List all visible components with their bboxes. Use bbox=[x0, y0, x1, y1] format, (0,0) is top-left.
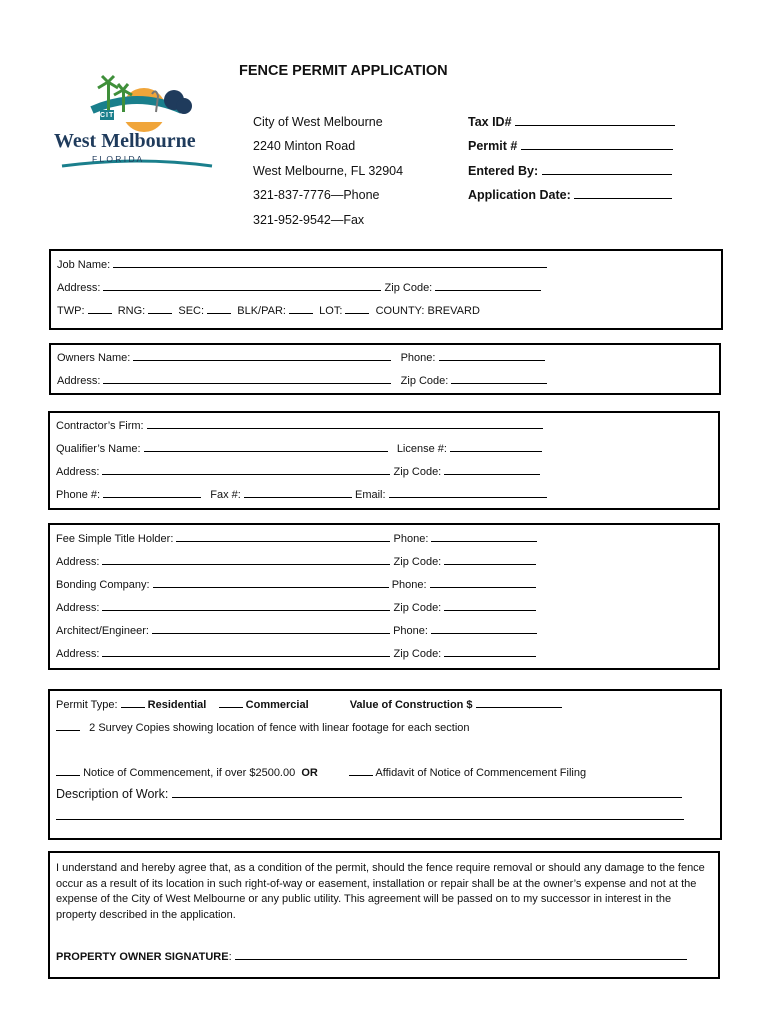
entered-by-label: Entered By: bbox=[468, 164, 539, 178]
logo-name: West Melbourne bbox=[54, 130, 196, 152]
contractor-zip-field[interactable] bbox=[444, 464, 540, 475]
bonding-company-field[interactable] bbox=[153, 577, 389, 588]
residential-checkbox[interactable] bbox=[121, 697, 145, 708]
bonding-zip-label: Zip Code: bbox=[393, 602, 442, 614]
notice-checkbox[interactable] bbox=[56, 765, 80, 776]
job-section bbox=[49, 249, 723, 330]
tax-id-field[interactable] bbox=[515, 115, 675, 126]
owner-name-label: Owners Name: bbox=[57, 352, 131, 364]
or-label: OR bbox=[301, 767, 318, 779]
job-address-field[interactable] bbox=[103, 280, 381, 291]
owner-section bbox=[49, 343, 721, 395]
value-of-construction-field[interactable] bbox=[476, 697, 562, 708]
permit-number-field[interactable] bbox=[521, 139, 673, 150]
contractor-firm-field[interactable] bbox=[147, 418, 543, 429]
architect-phone-field[interactable] bbox=[431, 623, 537, 634]
permit-number-label: Permit # bbox=[468, 139, 518, 153]
permit-number-row bbox=[468, 139, 673, 153]
owner-phone-field[interactable] bbox=[439, 350, 545, 361]
logo-city-of: CITY OF bbox=[100, 112, 135, 119]
application-date-label: Application Date: bbox=[468, 188, 571, 202]
contractor-section bbox=[48, 411, 720, 510]
architect-address-label: Address: bbox=[56, 648, 100, 660]
city-logo bbox=[52, 70, 222, 180]
architect-field[interactable] bbox=[152, 623, 390, 634]
address-line-1: City of West Melbourne bbox=[253, 115, 383, 129]
architect-zip-field[interactable] bbox=[444, 646, 536, 657]
tax-id-label: Tax ID# bbox=[468, 115, 512, 129]
survey-checkbox[interactable] bbox=[56, 720, 80, 731]
sec-field[interactable] bbox=[207, 303, 231, 314]
owner-phone-label: Phone: bbox=[400, 352, 436, 364]
architect-label: Architect/Engineer: bbox=[56, 625, 149, 637]
fee-simple-phone-label: Phone: bbox=[393, 533, 429, 545]
description-field-1[interactable] bbox=[172, 787, 682, 798]
fee-simple-zip-label: Zip Code: bbox=[393, 556, 442, 568]
owner-zip-label: Zip Code: bbox=[400, 375, 449, 387]
affidavit-label: Affidavit of Notice of Commencement Filing bbox=[375, 767, 587, 779]
owner-address-label: Address: bbox=[57, 375, 101, 387]
notice-label: Notice of Commencement, if over $2500.00 bbox=[83, 767, 296, 779]
value-of-construction-label: Value of Construction $ bbox=[349, 699, 473, 711]
fax-line: 321-952-9542—Fax bbox=[253, 213, 365, 227]
signature-field[interactable] bbox=[235, 949, 687, 960]
fee-simple-field[interactable] bbox=[176, 531, 390, 542]
contractor-email-label: Email: bbox=[354, 489, 386, 501]
rng-label: RNG: bbox=[117, 305, 146, 317]
job-zip-label: Zip Code: bbox=[384, 282, 433, 294]
county-label: COUNTY: BREVARD bbox=[375, 305, 480, 317]
lot-field[interactable] bbox=[345, 303, 369, 314]
lot-label: LOT: bbox=[319, 305, 343, 317]
application-date-row bbox=[468, 188, 672, 202]
phone-line: 321-837-7776—Phone bbox=[253, 188, 380, 202]
tax-id-row bbox=[468, 115, 675, 129]
residential-label: Residential bbox=[147, 699, 207, 711]
bonding-zip-field[interactable] bbox=[444, 600, 536, 611]
entered-by-row bbox=[468, 164, 672, 178]
architect-zip-label: Zip Code: bbox=[393, 648, 442, 660]
logo-state: F L O R I D A bbox=[92, 154, 143, 164]
job-address-label: Address: bbox=[57, 282, 101, 294]
job-name-field[interactable] bbox=[113, 257, 547, 268]
bonding-phone-label: Phone: bbox=[391, 579, 427, 591]
blk-par-field[interactable] bbox=[289, 303, 313, 314]
twp-label: TWP: bbox=[57, 305, 85, 317]
fee-simple-label: Fee Simple Title Holder: bbox=[56, 533, 174, 545]
license-field[interactable] bbox=[450, 441, 542, 452]
contractor-address-field[interactable] bbox=[102, 464, 390, 475]
architect-phone-label: Phone: bbox=[393, 625, 428, 637]
license-label: License #: bbox=[396, 443, 447, 455]
fee-simple-phone-field[interactable] bbox=[431, 531, 537, 542]
holders-section bbox=[48, 523, 720, 670]
bonding-company-label: Bonding Company: bbox=[56, 579, 150, 591]
permit-type-label: Permit Type: bbox=[56, 699, 118, 711]
contractor-email-field[interactable] bbox=[389, 487, 547, 498]
affidavit-checkbox[interactable] bbox=[349, 765, 373, 776]
contractor-zip-label: Zip Code: bbox=[393, 466, 442, 478]
fee-simple-address-label: Address: bbox=[56, 556, 100, 568]
contractor-fax-field[interactable] bbox=[244, 487, 352, 498]
description-label: Description of Work: bbox=[56, 787, 169, 801]
agreement-text: I understand and hereby agree that, as a condition of the permit, should the fence require removal or should any damage to the fence occur as a result of its location in such right-of-way or easement, installation or repair shall be at the owner’s expense and not at the expense of the City of West Melbourne or any public utility. This agreement will be passed on to my successor in interest in the property described in the application. bbox=[56, 862, 705, 921]
bonding-address-field[interactable] bbox=[102, 600, 390, 611]
commercial-checkbox[interactable] bbox=[219, 697, 243, 708]
owner-address-field[interactable] bbox=[103, 373, 391, 384]
blk-par-label: BLK/PAR: bbox=[237, 305, 286, 317]
bonding-phone-field[interactable] bbox=[430, 577, 536, 588]
job-zip-field[interactable] bbox=[435, 280, 541, 291]
contractor-fax-label: Fax #: bbox=[210, 489, 241, 501]
survey-label: 2 Survey Copies showing location of fence with linear footage for each section bbox=[89, 722, 470, 734]
twp-field[interactable] bbox=[88, 303, 112, 314]
qualifier-name-field[interactable] bbox=[144, 441, 388, 452]
entered-by-field[interactable] bbox=[542, 164, 672, 175]
commercial-label: Commercial bbox=[245, 699, 309, 711]
rng-field[interactable] bbox=[148, 303, 172, 314]
page-title: FENCE PERMIT APPLICATION bbox=[239, 63, 448, 79]
qualifier-name-label: Qualifier’s Name: bbox=[56, 443, 141, 455]
permit-section bbox=[48, 689, 722, 840]
contractor-phone-field[interactable] bbox=[103, 487, 201, 498]
owner-name-field[interactable] bbox=[133, 350, 391, 361]
job-name-label: Job Name: bbox=[57, 259, 111, 271]
contractor-firm-label: Contractor’s Firm: bbox=[56, 420, 144, 432]
bonding-address-label: Address: bbox=[56, 602, 100, 614]
address-line-2: 2240 Minton Road bbox=[253, 139, 356, 153]
architect-address-field[interactable] bbox=[102, 646, 390, 657]
fee-simple-address-field[interactable] bbox=[102, 554, 390, 565]
address-line-3: West Melbourne, FL 32904 bbox=[253, 164, 404, 178]
owner-zip-field[interactable] bbox=[451, 373, 547, 384]
sec-label: SEC: bbox=[178, 305, 205, 317]
contractor-phone-label: Phone #: bbox=[56, 489, 101, 501]
contractor-address-label: Address: bbox=[56, 466, 100, 478]
agreement-section: I understand and hereby agree that, as a condition of the permit, should the fence require removal or should any damage to the fence occur as a result of its location in such right-of-way or easement, installation or repair shall be at the owner’s expense and not at the expense of the City of West Melbourne or any public utility. This agreement will be passed on to my successor in interest in the property described in the application. PROPERTY OWNER SIGNATURE: bbox=[48, 851, 720, 979]
description-field-2[interactable] bbox=[56, 809, 684, 820]
signature-label: PROPERTY OWNER SIGNATURE bbox=[56, 951, 229, 963]
application-date-field[interactable] bbox=[574, 188, 672, 199]
fee-simple-zip-field[interactable] bbox=[444, 554, 536, 565]
